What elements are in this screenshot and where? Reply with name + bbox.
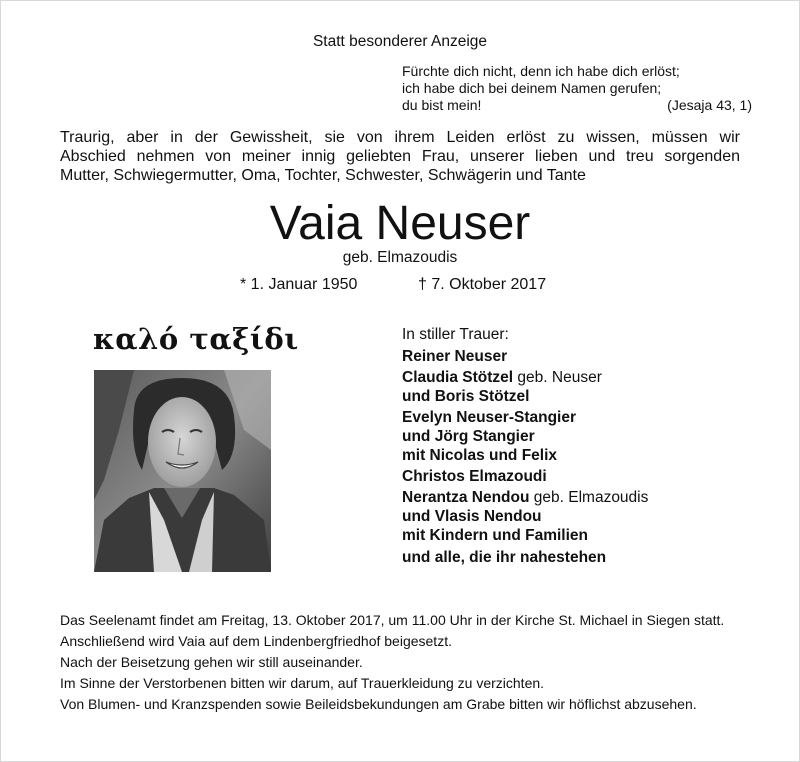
mourner-line	[402, 488, 648, 507]
mourner-name: Claudia Stötzel	[402, 369, 514, 386]
closing-paragraph: Anschließend wird Vaia auf dem Lindenbergfriedhof beigesetzt.	[60, 633, 452, 649]
deceased-name: Vaia Neuser	[269, 197, 531, 250]
intro-text	[60, 128, 740, 185]
mourner-group	[402, 488, 648, 545]
mourner-line	[402, 446, 648, 465]
greek-farewell: καλό ταξίδι	[93, 322, 299, 356]
verse-reference: (Jesaja 43, 1)	[667, 97, 752, 113]
mourner-name: Nerantza Nendou	[402, 489, 530, 506]
mourner-line	[402, 347, 648, 366]
header-note: Statt besonderer Anzeige	[312, 33, 488, 50]
mourner-note: geb. Elmazoudis	[529, 489, 649, 506]
portrait-photo	[94, 370, 271, 572]
verse-line: du bist mein!	[402, 97, 482, 113]
mourner-name: und Boris Stötzel	[402, 388, 530, 405]
mourner-name: und Jörg Stangier	[402, 428, 535, 445]
born-name: geb. Elmazoudis	[342, 249, 458, 266]
mourner-group	[402, 408, 648, 465]
mourner-line	[402, 526, 648, 545]
mourner-name: und Vlasis Nendou	[402, 508, 542, 525]
closing-paragraph: Von Blumen- und Kranzspenden sowie Beileidsbekundungen am Grabe bitten wir höflichst abzusehen.	[60, 696, 697, 712]
verse-last-line	[402, 97, 752, 114]
verse-line: Fürchte dich nicht, denn ich habe dich erlöst;	[402, 63, 680, 79]
mourner-name: mit Nicolas und Felix	[402, 447, 558, 464]
birth-date: * 1. Januar 1950	[240, 276, 358, 293]
intro-line: Mutter, Schwiegermutter, Oma, Tochter, Schwester, Schwägerin und Tante	[60, 167, 586, 184]
mourner-name: mit Kindern und Familien	[402, 527, 589, 544]
mourner-line	[402, 467, 648, 486]
closing-paragraph: Nach der Beisetzung gehen wir still auseinander.	[60, 654, 363, 670]
mourner-name: Christos Elmazoudi	[402, 468, 547, 485]
mourner-group	[402, 347, 648, 366]
mourners-intro: In stiller Trauer:	[402, 326, 509, 343]
intro-line: Abschied nehmen von meiner innig geliebten Frau, unserer lieben und treu sorgenden	[60, 148, 740, 165]
mourner-line	[402, 548, 648, 567]
mourner-name: Reiner Neuser	[402, 348, 508, 365]
verse-line: ich habe dich bei deinem Namen gerufen;	[402, 80, 662, 96]
mourner-line	[402, 408, 648, 427]
mourner-line	[402, 387, 648, 406]
mourner-group	[402, 467, 648, 486]
mourner-group	[402, 368, 648, 406]
mourner-line	[402, 507, 648, 526]
bible-verse	[402, 63, 752, 114]
closing-text	[60, 612, 750, 717]
mourner-note: geb. Neuser	[513, 369, 602, 386]
mourner-line	[402, 368, 648, 387]
mourner-name: Evelyn Neuser-Stangier	[402, 409, 577, 426]
portrait-illustration	[94, 370, 271, 572]
mourners-list	[402, 325, 648, 569]
closing-paragraph: Das Seelenamt findet am Freitag, 13. Oktober 2017, um 11.00 Uhr in der Kirche St. Michael in Siegen statt.	[60, 612, 725, 628]
mourner-line	[402, 427, 648, 446]
mourner-group	[402, 548, 648, 567]
closing-paragraph: Im Sinne der Verstorbenen bitten wir darum, auf Trauerkleidung zu verzichten.	[60, 675, 545, 691]
mourner-name: und alle, die ihr nahestehen	[402, 549, 607, 566]
death-date: † 7. Oktober 2017	[418, 276, 547, 293]
intro-line: Traurig, aber in der Gewissheit, sie von ihrem Leiden erlöst zu wissen, müssen wir	[60, 129, 740, 146]
